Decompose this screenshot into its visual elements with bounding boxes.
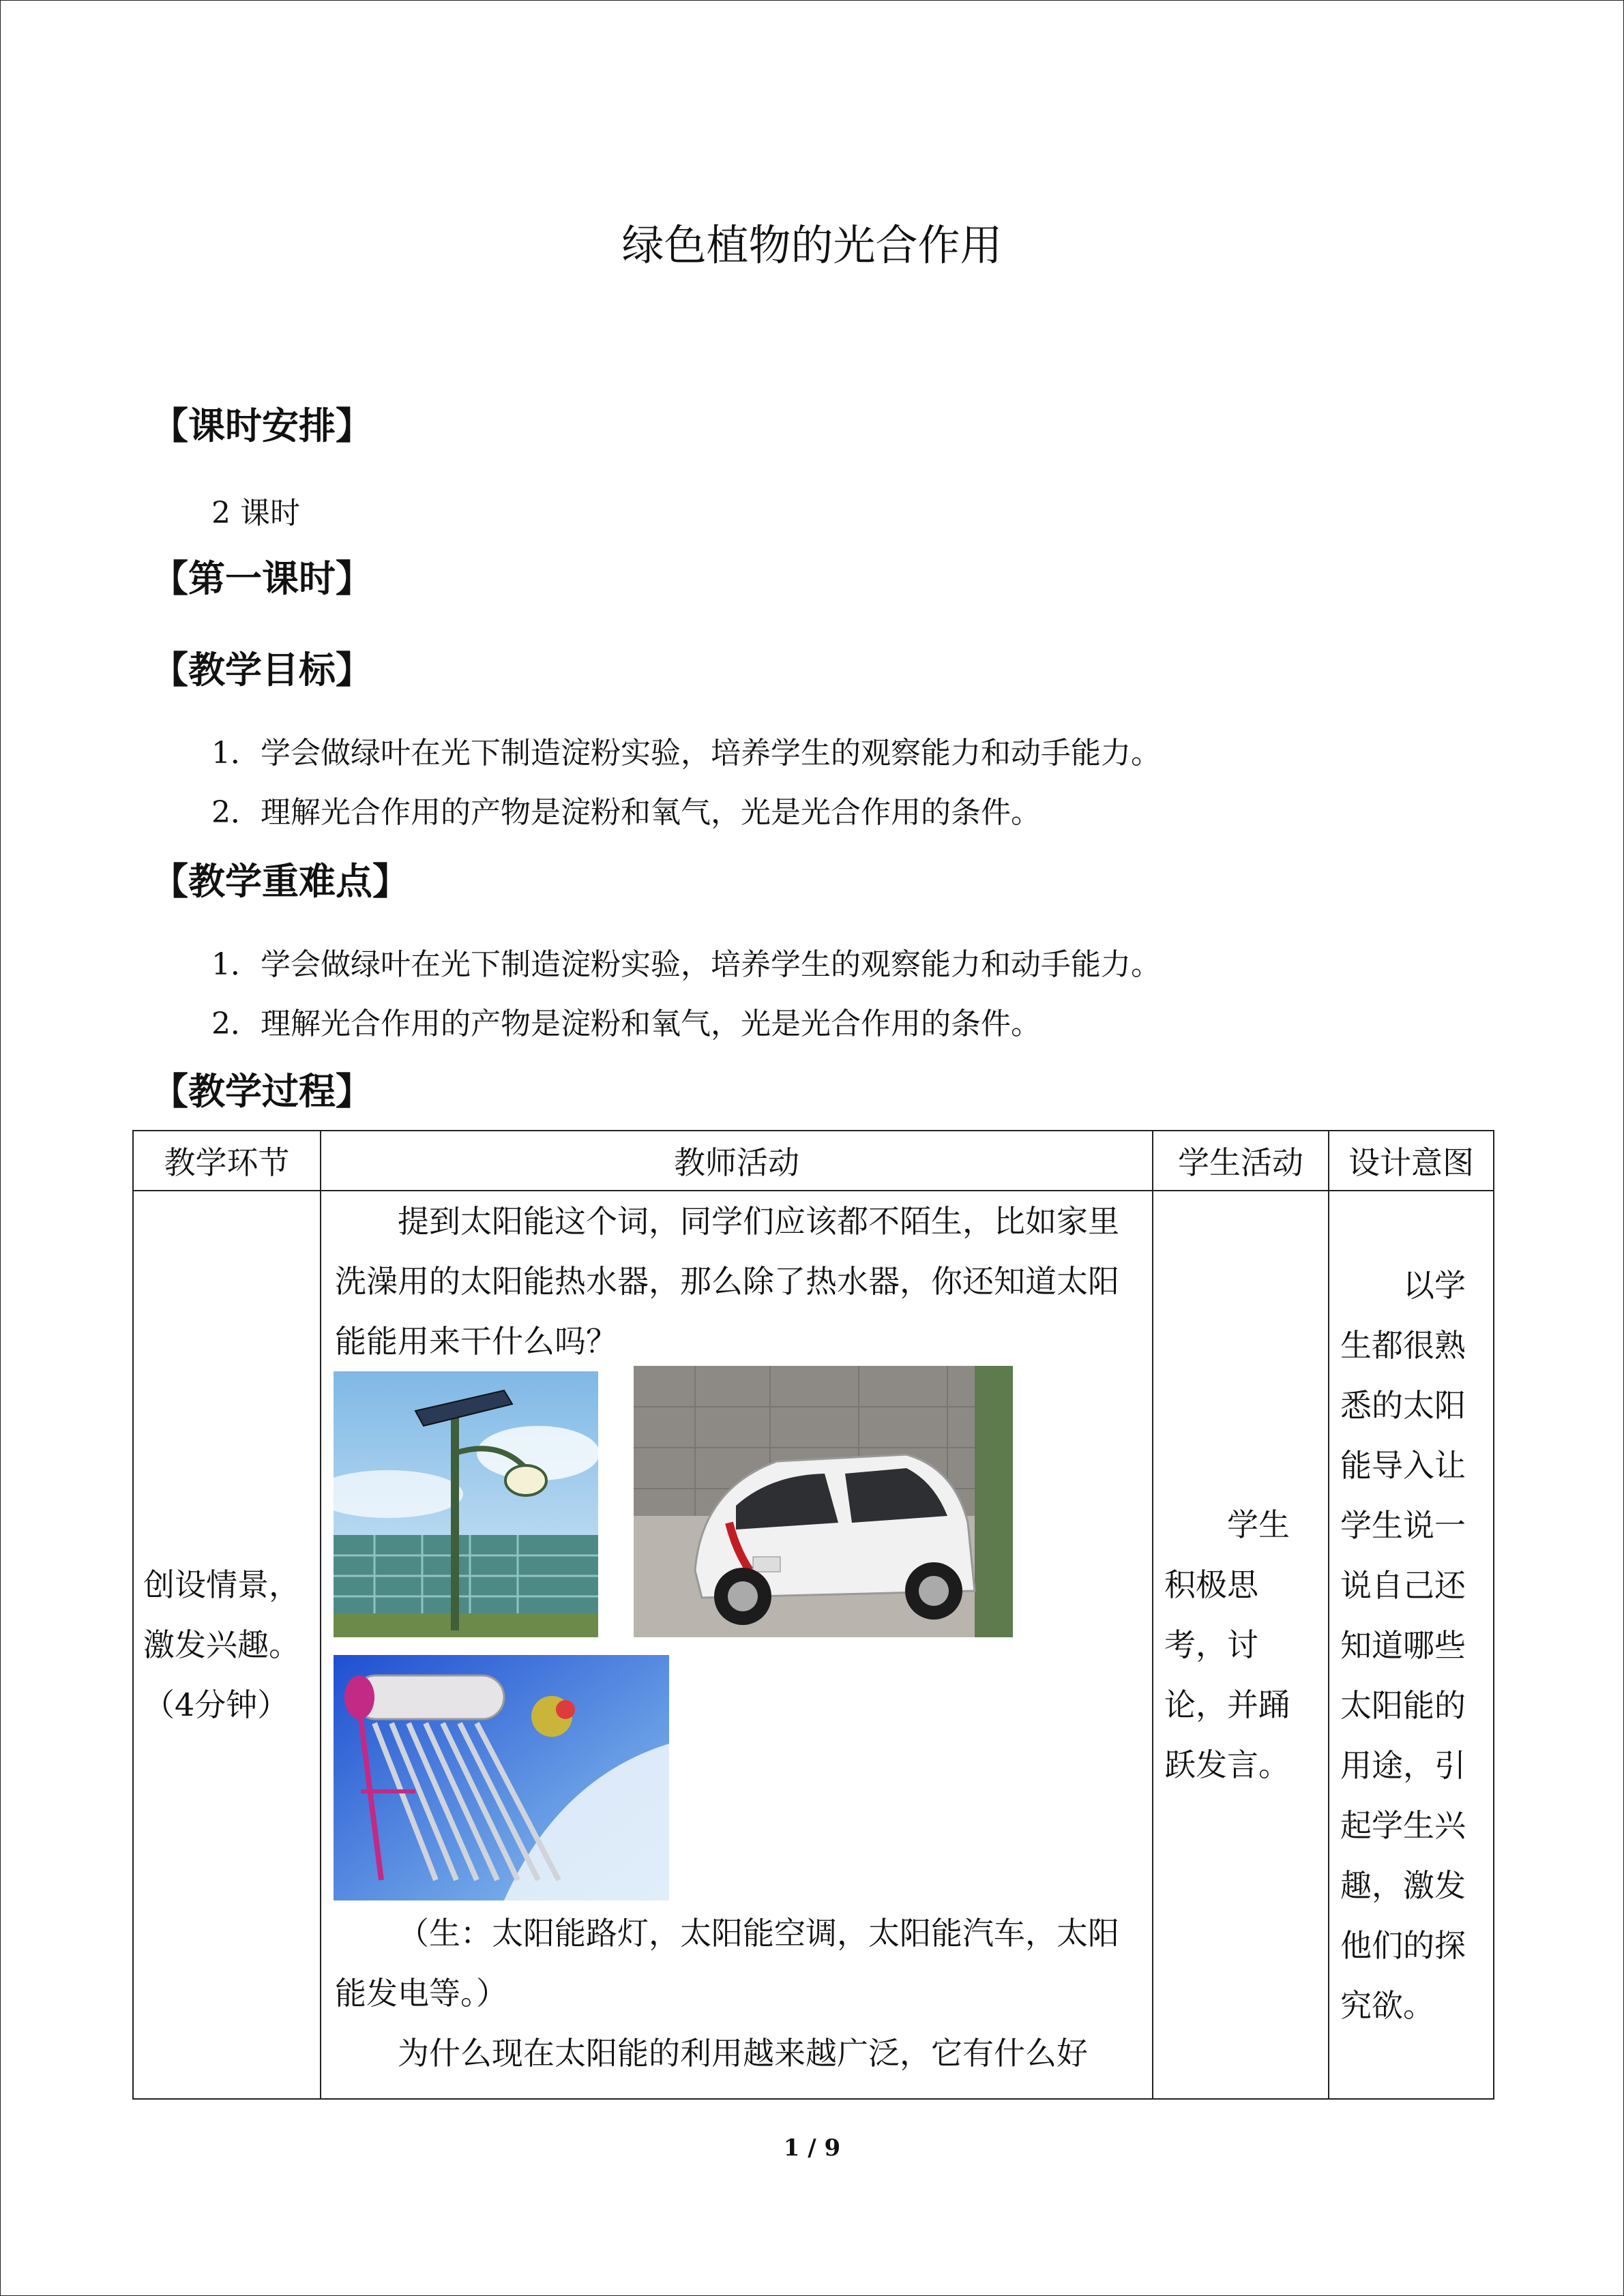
keypoints-heading: 【教学重难点】 bbox=[151, 860, 409, 903]
student-cell bbox=[1153, 1191, 1329, 2099]
solar-car-image bbox=[634, 1366, 1013, 1637]
student-activity-text: 学生积极思考，讨论，并踊跃发言。 bbox=[1164, 1506, 1290, 1783]
table-row bbox=[133, 1191, 1494, 2099]
solar-water-heater-image bbox=[334, 1655, 669, 1900]
header-design: 设计意图 bbox=[1329, 1131, 1494, 1191]
teacher-student-answer: （生：太阳能路灯，太阳能空调，太阳能汽车，太阳能发电等。） bbox=[335, 1915, 1119, 2012]
goal-item-1: 1．学会做绿叶在光下制造淀粉实验，培养学生的观察能力和动手能力。 bbox=[211, 736, 1161, 771]
schedule-heading: 【课时安排】 bbox=[151, 404, 372, 447]
header-stage: 教学环节 bbox=[133, 1131, 321, 1191]
photo-area bbox=[335, 1371, 1140, 1903]
teaching-process-table bbox=[132, 1130, 1494, 2100]
keypoint-item-2: 2．理解光合作用的产物是淀粉和氧气，光是光合作用的条件。 bbox=[211, 1007, 1041, 1041]
page-number: 1 / 9 bbox=[783, 2134, 841, 2162]
goal-item-2: 2．理解光合作用的产物是淀粉和氧气，光是光合作用的条件。 bbox=[211, 795, 1041, 830]
header-teacher: 教师活动 bbox=[321, 1131, 1153, 1191]
goals-heading: 【教学目标】 bbox=[151, 648, 372, 691]
header-student: 学生活动 bbox=[1153, 1131, 1329, 1191]
teacher-intro: 提到太阳能这个词，同学们应该都不陌生，比如家里洗澡用的太阳能热水器，那么除了热水器，你还知道太阳能能用来干什么吗？ bbox=[335, 1203, 1119, 1360]
design-cell bbox=[1329, 1191, 1494, 2099]
process-heading: 【教学过程】 bbox=[151, 1070, 372, 1113]
schedule-text: 2 课时 bbox=[211, 496, 300, 531]
keypoint-item-1: 1．学会做绿叶在光下制造淀粉实验，培养学生的观察能力和动手能力。 bbox=[211, 947, 1161, 982]
solar-street-lamp-image bbox=[334, 1371, 598, 1637]
design-intent-text: 以学生都很熟悉的太阳能导入让学生说一说自己还知道哪些太阳能的用途，引起学生兴趣，激发他们的探究欲。 bbox=[1340, 1267, 1466, 2024]
lesson-heading: 【第一课时】 bbox=[151, 557, 372, 600]
document-title: 绿色植物的光合作用 bbox=[621, 220, 1003, 270]
table-header-row bbox=[133, 1131, 1494, 1191]
teacher-cell bbox=[321, 1191, 1153, 2099]
teacher-next-question: 为什么现在太阳能的利用越来越广泛，它有什么好 bbox=[398, 2035, 1088, 2072]
stage-text: 创设情景，激发兴趣。（4分钟） bbox=[143, 1566, 300, 1723]
stage-cell bbox=[133, 1191, 321, 2099]
